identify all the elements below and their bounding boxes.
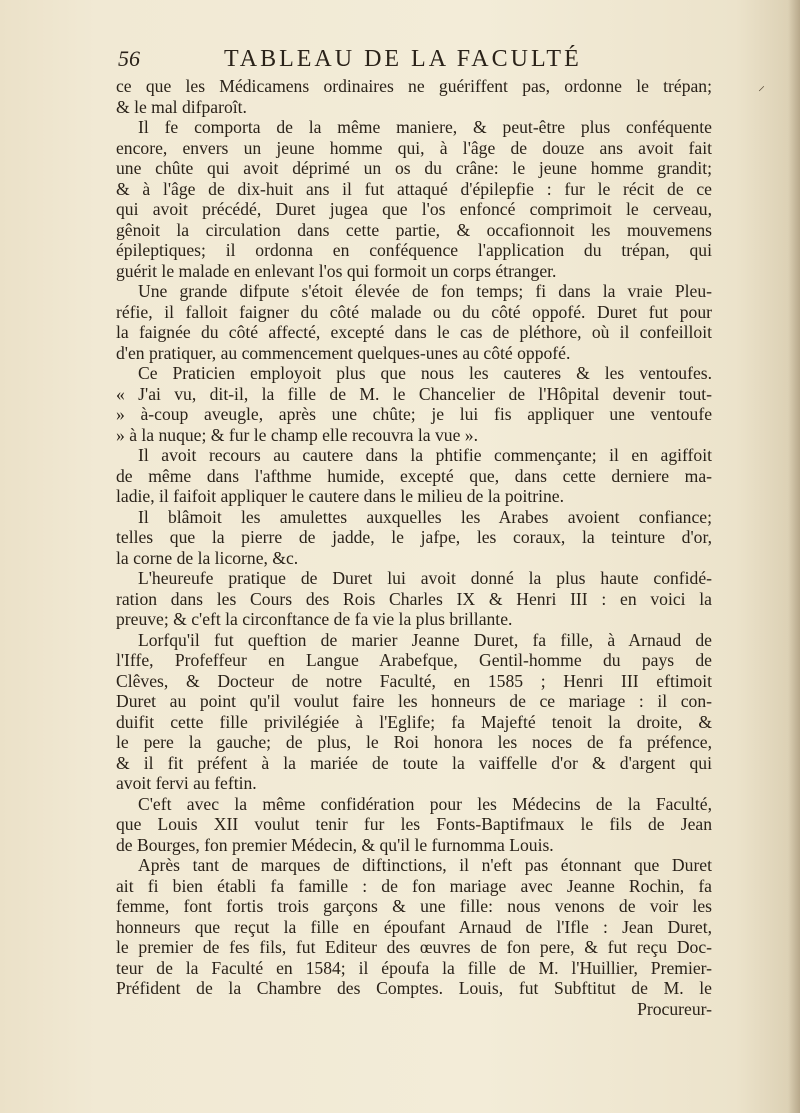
text-line: le pere la gauche; de plus, le Roi honora les noces de fa préfence, — [116, 732, 712, 752]
text-line: une chûte qui avoit déprimé un os du crâne: le jeune homme grandit; — [116, 158, 712, 178]
text-line: Préfident de la Chambre des Comptes. Louis, fut Subftitut de M. le — [116, 978, 712, 998]
text-line: » à la nuque; & fur le champ elle recouvra la vue ». — [116, 424, 478, 445]
text-line: avoit fervi au feftin. — [116, 773, 257, 793]
text-line: épileptiques; il ordonna en conféquence l'application du trépan, qui — [116, 240, 712, 260]
text-line: ait fi bien établi fa famille : de fon mariage avec Jeanne Rochin, fa — [116, 875, 712, 896]
catchword: Procureur- — [637, 998, 712, 1019]
text-line: Lorfqu'il fut queftion de marier Jeanne Duret, fa fille, à Arnaud de — [138, 629, 712, 650]
text-line: ce que les Médicamens ordinaires ne guériffent pas, ordonne le trépan; — [116, 76, 712, 96]
text-line: » à-coup aveugle, après une chûte; je lui fis appliquer une ventoufe — [116, 404, 712, 424]
text-line: guérit le malade en enlevant l'os qui formoit un corps étranger. — [116, 260, 557, 281]
text-line: d'en pratiquer, au commencement quelques-unes au côté oppofé. — [116, 342, 571, 363]
running-title: TABLEAU DE LA FACULTÉ — [224, 46, 582, 72]
margin-mark: ⸍ — [758, 84, 765, 100]
text-line: Il avoit recours au cautere dans la phtifie commençante; il en agiffoit — [138, 445, 712, 465]
text-line: honneurs que reçut la fille en époufant Arnaud de l'Ifle : Jean Duret, — [116, 916, 712, 937]
text-line: Clêves, & Docteur de notre Faculté, en 1585 ; Henri III eftimoit — [116, 670, 712, 691]
text-line: l'Iffe, Profeffeur en Langue Arabefque, Gentil-homme du pays de — [116, 650, 712, 670]
page-header — [112, 44, 712, 76]
text-line: réfie, il falloit faigner du côté malade ou du côté oppofé. Duret fut pour — [116, 301, 712, 322]
text-line: gênoit la circulation dans cette partie, & occafionnoit les mouvemens — [116, 219, 712, 240]
text-line: Il blâmoit les amulettes auxquelles les Arabes avoient confiance; — [138, 506, 712, 527]
text-line: la faignée du côté affecté, excepté dans le cas de pléthore, où il confeilloit — [116, 322, 712, 342]
text-line: « J'ai vu, dit-il, la fille de M. le Chancelier de l'Hôpital devenir tout- — [116, 383, 712, 404]
body-text — [116, 76, 712, 1019]
text-line: le premier de fes fils, fut Editeur des œuvres de fon pere, & fut reçu Doc- — [116, 937, 712, 957]
text-line: femme, font fortis trois garçons & une fille: nous venons de voir les — [116, 896, 712, 916]
text-line: & il fit préfent à la mariée de toute la vaiffelle d'or & d'argent qui — [116, 752, 712, 773]
text-line: de même dans l'afthme humide, excepté que, dans cette derniere ma- — [116, 465, 712, 486]
text-line: preuve; & c'eft la circonftance de fa vie la plus brillante. — [116, 609, 513, 629]
text-line: ladie, il faifoit appliquer le cautere dans le milieu de la poitrine. — [116, 486, 564, 506]
text-line: ration dans les Cours des Rois Charles IX & Henri III : en voici la — [116, 588, 712, 609]
text-line: & le mal difparoît. — [116, 96, 247, 117]
text-line: Après tant de marques de diftinctions, il n'eft pas étonnant que Duret — [138, 855, 712, 875]
text-line: telles que la pierre de jadde, le jafpe, les coraux, la teinture d'or, — [116, 527, 712, 547]
text-line: que Louis XII voulut tenir fur les Fonts-Baptifmaux le fils de Jean — [116, 814, 712, 834]
text-line: Une grande difpute s'étoit élevée de fon temps; fi dans la vraie Pleu- — [138, 281, 712, 301]
text-line: la corne de la licorne, &c. — [116, 547, 299, 568]
text-line: de Bourges, fon premier Médecin, & qu'il le furnomma Louis. — [116, 834, 554, 855]
text-line: qui avoit précédé, Duret jugea que l'os enfoncé comprimoit le cerveau, — [116, 199, 712, 219]
text-line: duifit cette fille privilégiée à l'Eglife; fa Majefté tenoit la droite, & — [116, 711, 712, 732]
text-line: L'heureufe pratique de Duret lui avoit donné la plus haute confidé- — [138, 568, 712, 588]
text-line: encore, envers un jeune homme qui, à l'âge de douze ans avoit fait — [116, 137, 712, 158]
text-line: Il fe comporta de la même maniere, & peut-être plus conféquente — [138, 117, 712, 137]
text-line: C'eft avec la même confidération pour les Médecins de la Faculté, — [138, 793, 712, 814]
text-line: Ce Praticien employoit plus que nous les cauteres & les ventoufes. — [138, 363, 712, 383]
text-line: & à l'âge de dix-huit ans il fut attaqué d'épilepfie : fur le récit de ce — [116, 178, 712, 199]
page-spine-shadow — [788, 0, 800, 1113]
page-number: 56 — [118, 46, 140, 71]
text-line: Duret au point qu'il voulut faire les honneurs de ce mariage : il con- — [116, 691, 712, 711]
text-line: teur de la Faculté en 1584; il époufa la fille de M. l'Huillier, Premier- — [116, 957, 712, 978]
